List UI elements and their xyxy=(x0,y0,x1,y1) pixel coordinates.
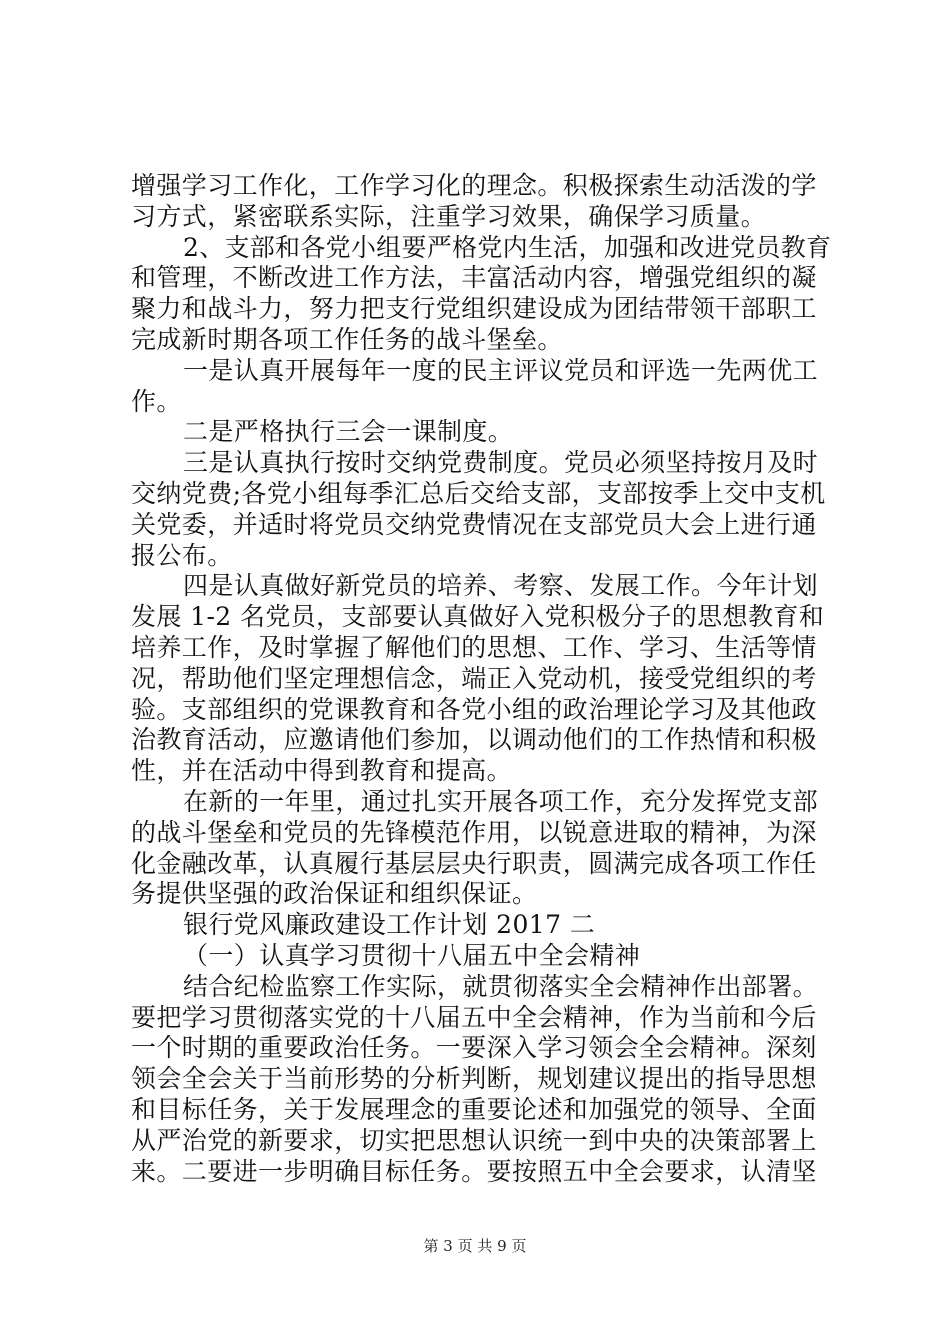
text-line: 发展 1-2 名党员，支部要认真做好入党积极分子的思想教育和 xyxy=(131,602,825,632)
text-line: 结合纪检监察工作实际，就贯彻落实全会精神作出部署。 xyxy=(183,971,819,1001)
text-line: 验。支部组织的党课教育和各党小组的政治理论学习及其他政 xyxy=(131,694,817,724)
text-line: 报公布。 xyxy=(131,540,233,570)
text-line: 性，并在活动中得到教育和提高。 xyxy=(131,756,513,786)
text-line: （一）认真学习贯彻十八届五中全会精神 xyxy=(183,940,641,970)
text-line: 关党委，并适时将党员交纳党费情况在支部党员大会上进行通 xyxy=(131,509,817,539)
text-line: 作。 xyxy=(131,386,182,416)
text-line: 一是认真开展每年一度的民主评议党员和评选一先两优工 xyxy=(183,355,819,385)
text-line: 况，帮助他们坚定理想信念，端正入党动机，接受党组织的考 xyxy=(131,663,817,693)
text-line: 领会全会关于当前形势的分析判断，规划建议提出的指导思想 xyxy=(131,1064,817,1094)
text-line: 完成新时期各项工作任务的战斗堡垒。 xyxy=(131,324,563,354)
text-line: 和管理，不断改进工作方法，丰富活动内容，增强党组织的凝 xyxy=(131,263,817,293)
text-line: 要把学习贯彻落实党的十八届五中全会精神，作为当前和今后 xyxy=(131,1002,817,1032)
text-line: 聚力和战斗力，努力把支行党组织建设成为团结带领干部职工 xyxy=(131,294,817,324)
text-line: 二是严格执行三会一课制度。 xyxy=(183,417,514,447)
text-line: 三是认真执行按时交纳党费制度。党员必须坚持按月及时 xyxy=(183,448,819,478)
text-line: 一个时期的重要政治任务。一要深入学习领会全会精神。深刻 xyxy=(131,1033,817,1063)
text-line: 从严治党的新要求，切实把思想认识统一到中央的决策部署上 xyxy=(131,1125,817,1155)
text-line: 化金融改革，认真履行基层层央行职责，圆满完成各项工作任 xyxy=(131,848,817,878)
text-line: 习方式，紧密联系实际，注重学习效果，确保学习质量。 xyxy=(131,201,767,231)
text-line: 来。二要进一步明确目标任务。要按照五中全会要求，认清坚 xyxy=(131,1156,817,1186)
text-line: 2、支部和各党小组要严格党内生活，加强和改进党员教育 xyxy=(183,232,832,262)
page-footer: 第 3 页 共 9 页 xyxy=(423,1237,527,1255)
text-line: 的战斗堡垒和党员的先锋模范作用，以锐意进取的精神，为深 xyxy=(131,817,817,847)
text-line: 交纳党费;各党小组每季汇总后交给支部，支部按季上交中支机 xyxy=(131,478,826,508)
text-line: 银行党风廉政建设工作计划 2017 二 xyxy=(183,910,596,940)
text-line: 在新的一年里，通过扎实开展各项工作，充分发挥党支部 xyxy=(183,786,819,816)
text-line: 培养工作，及时掌握了解他们的思想、工作、学习、生活等情 xyxy=(131,632,817,662)
text-line: 治教育活动，应邀请他们参加，以调动他们的工作热情和积极 xyxy=(131,725,817,755)
document-body xyxy=(131,171,831,1187)
text-line: 增强学习工作化，工作学习化的理念。积极探索生动活泼的学 xyxy=(131,171,817,200)
text-line: 和目标任务，关于发展理念的重要论述和加强党的领导、全面 xyxy=(131,1094,817,1124)
text-line: 四是认真做好新党员的培养、考察、发展工作。今年计划 xyxy=(183,571,819,601)
text-line: 务提供坚强的政治保证和组织保证。 xyxy=(131,879,538,909)
